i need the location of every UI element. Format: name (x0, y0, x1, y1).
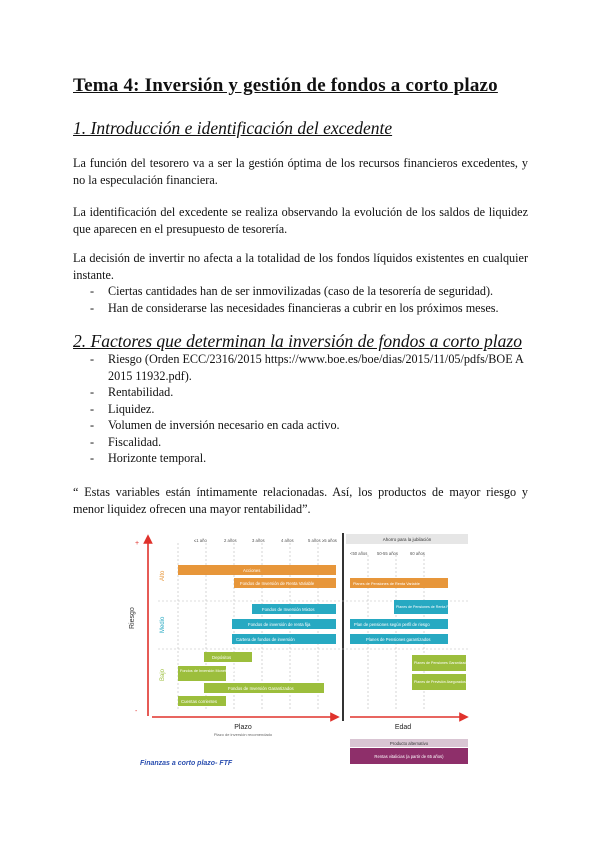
bar-label: Planes de Pensiones de Renta Fija (396, 605, 453, 609)
bar-label: Planes de Pensiones de Renta Variable (353, 582, 420, 586)
level-bajo: Bajo (160, 668, 166, 681)
level-alto: Alto (160, 570, 166, 581)
list-item: - Fiscalidad. (90, 434, 530, 451)
y-axis-label: Riesgo (129, 607, 136, 629)
bar-label: Acciones (243, 568, 261, 573)
list-item: - Riesgo (Orden ECC/2316/2015 https://www.boe.es/boe/dias/2015/11/05/pdfs/BOE A 2015 11932.pdf). (90, 351, 530, 384)
section-1-heading: 1. Introducción e identificación del excedente (73, 118, 393, 138)
bar-label: Fondos de Inversión Mixtos (262, 607, 315, 612)
plus-sign: + (135, 540, 140, 547)
bar-label: Depósitos (212, 655, 232, 660)
minus-sign: - (135, 708, 138, 715)
time-tick: ≤1 año (194, 538, 207, 543)
time-tick: 4 años (281, 538, 294, 543)
section-2-quote: “ Estas variables están íntimamente relacionadas. Así, los productos de mayor riesgo y menor liquidez ofrecen una mayor rentabilidad”. (73, 485, 528, 516)
bar-label: Cartera de fondos de inversión (236, 637, 295, 642)
age-tick: 50-55 años (377, 551, 398, 556)
list-item: - Ciertas cantidades han de ser inmovilizadas (caso de la tesorería de seguridad). (90, 283, 520, 300)
figure-caption: Finanzas a corto plazo- FTF (140, 760, 233, 767)
level-medio: Medio (160, 616, 166, 633)
risk-term-figure (128, 531, 472, 773)
bar-label: Planes de Pensiones Garantizados (414, 661, 471, 665)
list-item: - Horizonte temporal. (90, 450, 530, 467)
retirement-header: Ahorro para la jubilación (382, 537, 432, 542)
bar-label: Cuentas corrientes (181, 699, 218, 704)
time-tick: 3 años (252, 538, 265, 543)
bar-label: Plan de pensiones según perfil de riesgo (354, 622, 430, 627)
age-tick: <50 años (350, 551, 368, 556)
bar-label: Fondos de Inversión Monetarios (180, 669, 235, 673)
section-1-paragraph-1: La función del tesorero va a ser la gestión óptima de los recursos financieros excedentes, y no la especulación financiera. (73, 156, 528, 187)
section-2-list (90, 351, 530, 467)
time-tick: 5 años (308, 538, 321, 543)
section-1-paragraph-3: La decisión de invertir no afecta a la totalidad de los fondos líquidos existentes en cualquier instante. (73, 251, 528, 282)
bar-label: Fondos de inversión de renta fija (248, 622, 311, 627)
section-1-paragraph-2: La identificación del excedente se realiza observando la evolución de los saldos de liquidez que aparecen en el presupuesto de tesorería. (73, 205, 528, 236)
edad-label: Edad (394, 724, 412, 731)
list-item: - Volumen de inversión necesario en cada activo. (90, 417, 530, 434)
list-item: - Han de considerarse las necesidades financieras a cubrir en los próximos meses. (90, 300, 520, 317)
section-2-heading: 2. Factores que determinan la inversión de fondos a corto plazo (73, 331, 522, 351)
time-tick: 2 años (224, 538, 237, 543)
list-item: - Rentabilidad. (90, 384, 530, 401)
bar-label: Planes de Pensiones garantizados (366, 637, 431, 642)
page-title: Tema 4: Inversión y gestión de fondos a corto plazo (73, 75, 498, 96)
list-item: - Liquidez. (90, 401, 530, 418)
plazo-sublabel: Plazo de inversión recomendado (213, 732, 273, 737)
time-tick: ≥5 años (322, 538, 337, 543)
alt-product-text: Rentas vitalicias (a partir de 65 años) (374, 754, 444, 759)
bar-label: Fondos de Inversión Garantizados (228, 686, 294, 691)
section-1-list (90, 283, 520, 316)
bar-label: Planes de Previsión Asegurados (414, 680, 466, 684)
alt-product-header: Producto alternativo (389, 741, 429, 746)
age-tick: 60 años (410, 551, 425, 556)
plazo-label: Plazo (234, 724, 252, 731)
bar-label: Fondos de Inversión de Renta Variable (240, 581, 315, 586)
